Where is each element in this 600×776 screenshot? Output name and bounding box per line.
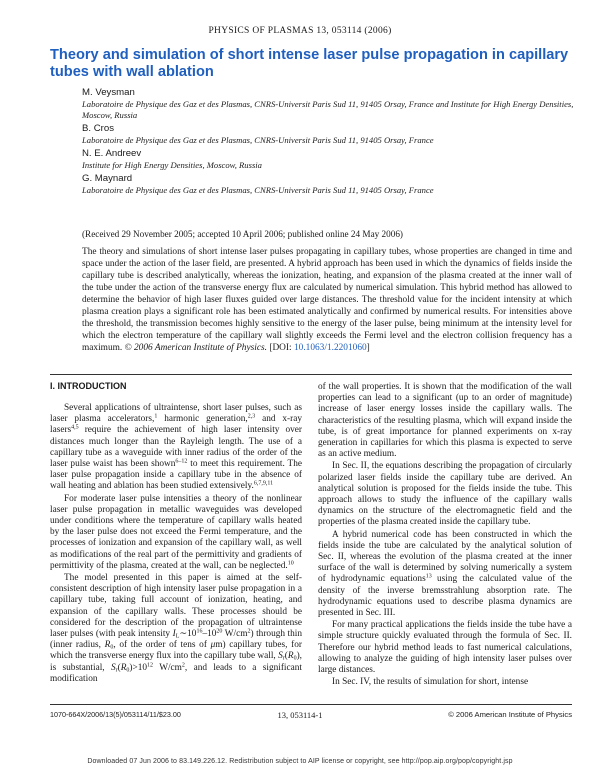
paragraph: For moderate laser pulse intensities a theory of the nonlinear laser pulse propagation in metallic waveguides was developed under conditions where the temperature of capillary walls heated by the laser pulse does not exceed the Fermi temperature, and the processes of ionization and expansion of the capillary wall, as well as modifications of the real part of the permittivity and gradients of permittivity of the plasma, created at the wall, can be neglected.$^{10}$	[50, 493, 302, 571]
paragraph: For many practical applications the fields inside the tube have a simple structure quickly evaluated through the formula of Sec. II. Therefore our hybrid method leads to fast numerical calculations, allowing to analyze the guiding of high intensity laser pulses over large distances.	[318, 620, 572, 676]
paragraph: In Sec. IV, the results of simulation for short, intense	[332, 677, 529, 688]
paragraph: The model presented in this paper is aimed at the self-consistent description of high intensity laser pulse propagation in a capillary tube, taking full account of ionization, heating, and expansion of the capillary walls. These processes should be considered for the description of the propagation of ultraintense laser pulses (with peak intensity $I_L\sim 10^{16}-10^{20}$ $W/cm^2$) through thin (inner radius, $R_0$, of the order of tens of μm) capillary tubes, for which the transverse energy flux into the capillary tube wall, $S_r(R_0)$, is substantial, $S_r(R_0)>10^{12}$ $W/cm^2$, and leads to a significant modification	[50, 573, 302, 684]
citation: 4,5	[71, 424, 79, 431]
citation: 10	[287, 560, 294, 567]
left-column	[50, 403, 302, 685]
author-block	[82, 173, 582, 196]
footer-issn: 1070-664X/2006/13(5)/053114/11/$23.00	[50, 710, 181, 719]
author-block	[82, 87, 582, 121]
citation: 2,3	[247, 413, 256, 420]
paper-title: Theory and simulation of short intense laser pulse propagation in capillary tubes with wall ablation	[50, 47, 569, 80]
author-name: M. Veysman	[82, 87, 135, 98]
author-block	[82, 123, 582, 146]
footer-divider	[50, 704, 572, 705]
doi-suffix: ]	[366, 343, 370, 353]
author-affiliation: Institute for High Energy Densities, Moscow, Russia	[82, 160, 262, 170]
abstract-copyright: © 2006 American Institute of Physics.	[124, 343, 267, 353]
received-dates: (Received 29 November 2005; accepted 10 April 2006; published online 24 May 2006)	[82, 229, 403, 239]
paragraph: In Sec. II, the equations describing the propagation of circularly polarized laser fields inside the capillary tube are derived. An analytical solution is proposed for the fields inside the tube. This approach allows to study the influence of the capillary walls dynamics on the structure of the electromagnetic field and the properties of the plasma created inside the capillary tube.	[318, 461, 572, 528]
footer-page-number: 13, 053114-1	[277, 710, 323, 720]
author-affiliation: Laboratoire de Physique des Gaz et des Plasmas, CNRS-Universit Paris Sud 11, 91405 Orsay, France	[82, 135, 434, 145]
author-name: G. Maynard	[82, 173, 133, 184]
author-list	[82, 87, 582, 198]
doi-prefix: [DOI:	[269, 343, 294, 353]
doi-link[interactable]: 10.1063/1.2201060	[293, 343, 367, 353]
download-notice: Downloaded 07 Jun 2006 to 83.149.226.12. Redistribution subject to AIP license or copyright, see http://pop.aip.org/pop/copyright.jsp	[87, 758, 513, 765]
footer-copyright: © 2006 American Institute of Physics	[448, 710, 572, 719]
author-affiliation: Laboratoire de Physique des Gaz et des Plasmas, CNRS-Universit Paris Sud 11, 91405 Orsay, France	[82, 185, 434, 195]
author-block	[82, 148, 582, 171]
journal-header: PHYSICS OF PLASMAS 13, 053114 (2006)	[208, 26, 392, 36]
author-name: N. E. Andreev	[82, 148, 142, 159]
paragraph: A hybrid numerical code has been constructed in which the fields inside the tube are calculated by the analytical solution of Sec. II, whereas the evolution of the plasma created at the inner surface of the wall is determined by solving numerically a system of hydrodynamic equations$^{13}$ using the calculated value of the density of the inverse bremsstrahlung absorption rate. The hydrodynamic equations used to describe plasma dynamics are presented in Sec. III.	[318, 529, 572, 619]
right-column	[318, 382, 572, 688]
citation: 6–12	[175, 458, 188, 465]
author-affiliation: Laboratoire de Physique des Gaz et des Plasmas, CNRS-Universit Paris Sud 11, 91405 Orsay, France and Institute for High Energy Densities, Moscow, Russia	[82, 99, 574, 120]
paragraph: Several applications of ultraintense, short laser pulses, such as laser plasma accelerators,$^1$ harmonic generation,$^{2,3}$ and x-ray lasers$^{4,5}$ require the achievement of high laser intensity over distances much longer than the Rayleigh length. The use of a capillary tube as a waveguide with inner radius of the order of the laser pulse waist has been shown$^{6-12}$ to meet this requirement. The laser pulse propagation inside a capillary tube in the absence of wall heating and ablation has been studied extensively.$^{6,7,9,11}$	[50, 403, 302, 492]
paragraph: of the wall properties. It is shown that the modification of the wall properties can lead to a significant (up to an order of magnitude) increase of laser energy losses inside the capillary walls. The characteristics of the resulting plasma, which will expand inside the tube, is of great importance for planned experiments on x-ray generation in capillaries for which this plasma is expected to serve as an active medium.	[318, 382, 572, 460]
citation: 6,7,9,11	[253, 480, 274, 487]
abstract-text: The theory and simulations of short intense laser pulses propagating in capillary tubes, whose properties are changed in time and space under the action of the laser field, are presented. A hybrid approach has been used in which the dynamics of fields inside the capillary tube is described analytically, whereas the ionization, heating, and expansion of the plasma created at the inner wall of the tube under the action of the transverse energy flux are calculated by numerical simulation. This hybrid method has allowed to determine the behavior of high laser fluxes guided over large distances. The threshold value for the incident intensity at which plasma creation plays a significant role has been estimated analytically and confirmed by numerical results. For intensities above the threshold, the transmission becomes highly sensitive to the energy of the laser pulse, being minimum at the intensity level for which the electron temperature of the capillary wall slightly exceeds the Fermi level and the electron collision frequency has a maximum.	[82, 247, 572, 353]
abstract	[82, 246, 572, 354]
citation: 1	[154, 413, 158, 420]
citation: 13	[425, 573, 432, 580]
section-heading: I. INTRODUCTION	[50, 381, 127, 391]
section-divider	[50, 374, 572, 375]
author-name: B. Cros	[82, 123, 114, 134]
